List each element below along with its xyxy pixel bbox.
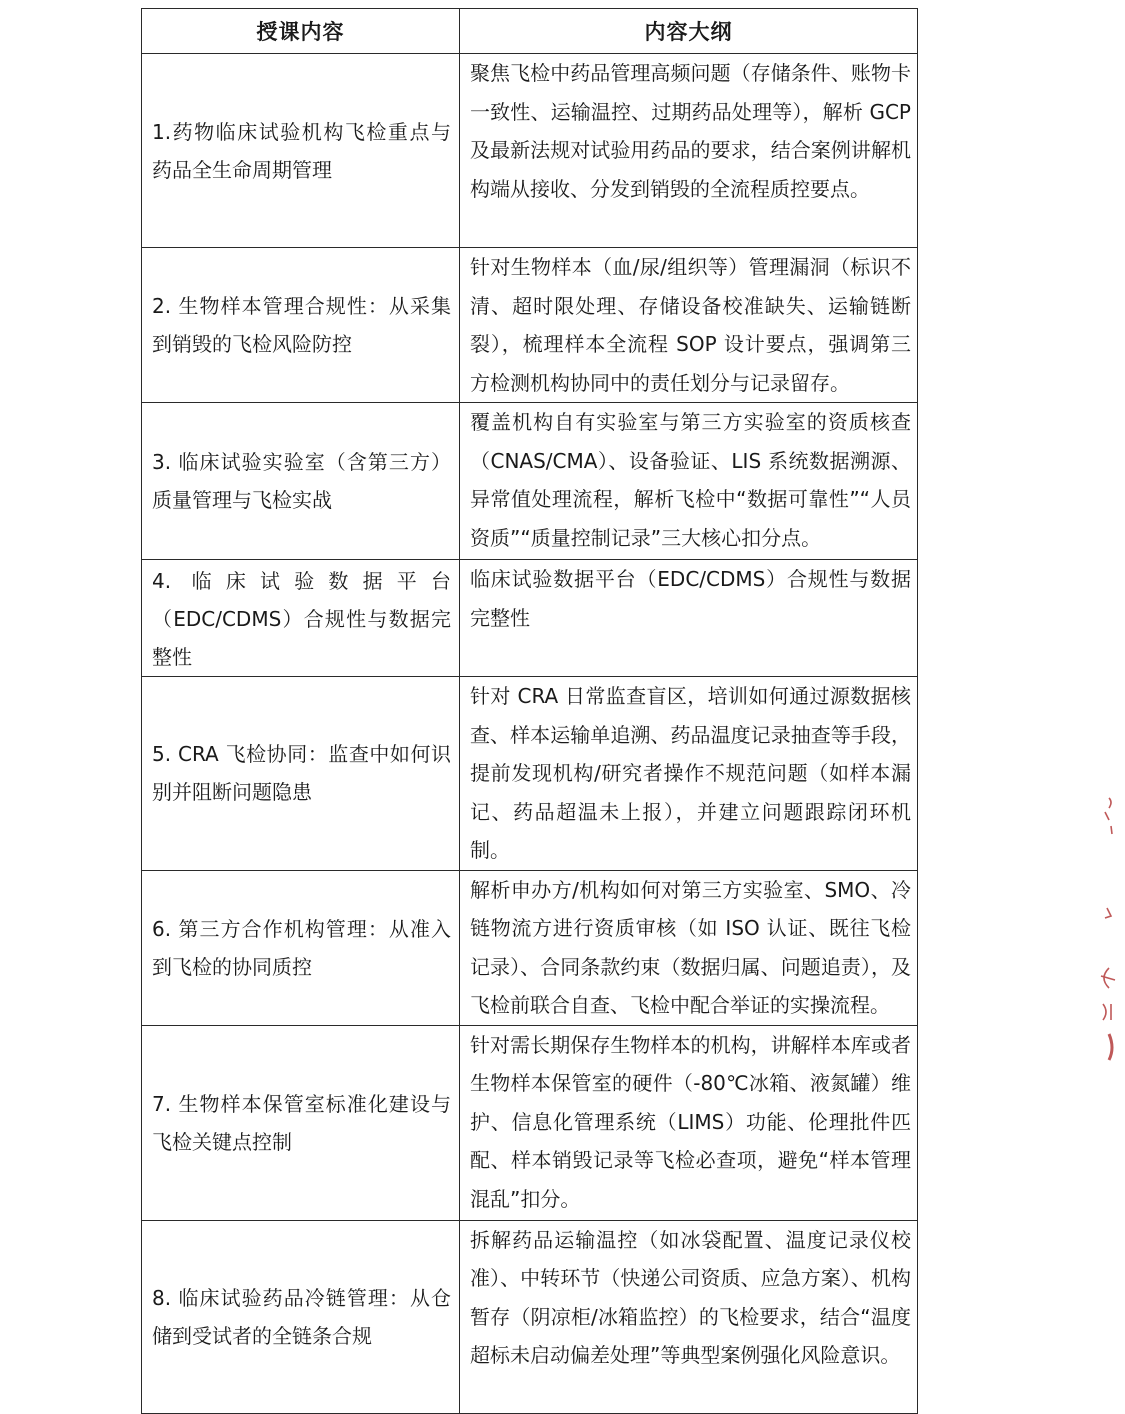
outline-cell bbox=[460, 403, 918, 560]
topic-cell: 1.药物临床试验机构飞检重点与药品全生命周期管理 bbox=[142, 54, 460, 248]
table-row bbox=[142, 870, 918, 1025]
outline-text: 临床试验数据平台（EDC/CDMS）合规性与数据完整性 bbox=[470, 567, 911, 630]
seal-stamp-fragment bbox=[1079, 790, 1119, 1070]
table-row bbox=[142, 54, 918, 248]
outline-cell bbox=[460, 1025, 918, 1220]
outline-text: 针对需长期保存生物样本的机构，讲解样本库或者生物样本保管室的硬件（-80℃冰箱、液氮罐）维护、信息化管理系统（LIMS）功能、伦理批件匹配、样本销毁记录等飞检必查项，避免“样本管理混乱”扣分。 bbox=[470, 1032, 911, 1211]
outline-text: 针对 CRA 日常监查盲区，培训如何通过源数据核查、样本运输单追溯、药品温度记录抽查等手段，提前发现机构/研究者操作不规范问题（如样本漏记、药品超温未上报），并建立问题跟踪闭环机制。 bbox=[470, 684, 911, 862]
topic-cell: 2. 生物样本管理合规性：从采集到销毁的飞检风险防控 bbox=[142, 248, 460, 403]
table-row bbox=[142, 403, 918, 560]
outline-text: 聚焦飞检中药品管理高频问题（存储条件、账物卡一致性、运输温控、过期药品处理等），解析 GCP 及最新法规对试验用药品的要求，结合案例讲解机构端从接收、分发到销毁的全流程质控要点。 bbox=[470, 61, 911, 201]
outline-cell bbox=[460, 560, 918, 677]
topic-cell: 7. 生物样本保管室标准化建设与飞检关键点控制 bbox=[142, 1025, 460, 1220]
outline-text: 覆盖机构自有实验室与第三方实验室的资质核查（CNAS/CMA）、设备验证、LIS 系统数据溯源、异常值处理流程，解析飞检中“数据可靠性”“人员资质”“质量控制记录”三大核心扣分点。 bbox=[470, 410, 911, 550]
table-row bbox=[142, 560, 918, 677]
topic-cell: 4. 临床试验数据平台（EDC/CDMS）合规性与数据完整性 bbox=[142, 560, 460, 677]
outline-text: 拆解药品运输温控（如冰袋配置、温度记录仪校准）、中转环节（快递公司资质、应急方案）、机构暂存（阴凉柜/冰箱监控）的飞检要求，结合“温度超标未启动偏差处理”等典型案例强化风险意识。 bbox=[470, 1227, 911, 1367]
outline-text: 针对生物样本（血/尿/组织等）管理漏洞（标识不清、超时限处理、存储设备校准缺失、运输链断裂），梳理样本全流程 SOP 设计要点，强调第三方检测机构协同中的责任划分与记录留存。 bbox=[470, 255, 911, 395]
topic-cell: 5. CRA 飞检协同：监查中如何识别并阻断问题隐患 bbox=[142, 677, 460, 871]
outline-cell bbox=[460, 870, 918, 1025]
outline-cell bbox=[460, 54, 918, 248]
table-header-row bbox=[142, 9, 918, 54]
table-row bbox=[142, 248, 918, 403]
table-row bbox=[142, 1220, 918, 1413]
table-row bbox=[142, 1025, 918, 1220]
outline-cell bbox=[460, 677, 918, 871]
header-outline: 内容大纲 bbox=[460, 9, 918, 54]
outline-cell bbox=[460, 248, 918, 403]
outline-cell bbox=[460, 1220, 918, 1413]
topic-cell: 6. 第三方合作机构管理：从准入到飞检的协同质控 bbox=[142, 870, 460, 1025]
table-row bbox=[142, 677, 918, 871]
outline-text: 解析申办方/机构如何对第三方实验室、SMO、冷链物流方进行资质审核（如 ISO 认证、既往飞检记录）、合同条款约束（数据归属、问题追责），及飞检前联合自查、飞检中配合举证的实操流程。 bbox=[470, 877, 911, 1017]
course-outline-table bbox=[141, 8, 918, 1414]
header-course-content: 授课内容 bbox=[142, 9, 460, 54]
topic-cell: 8. 临床试验药品冷链管理：从仓储到受试者的全链条合规 bbox=[142, 1220, 460, 1413]
topic-cell: 3. 临床试验实验室（含第三方）质量管理与飞检实战 bbox=[142, 403, 460, 560]
